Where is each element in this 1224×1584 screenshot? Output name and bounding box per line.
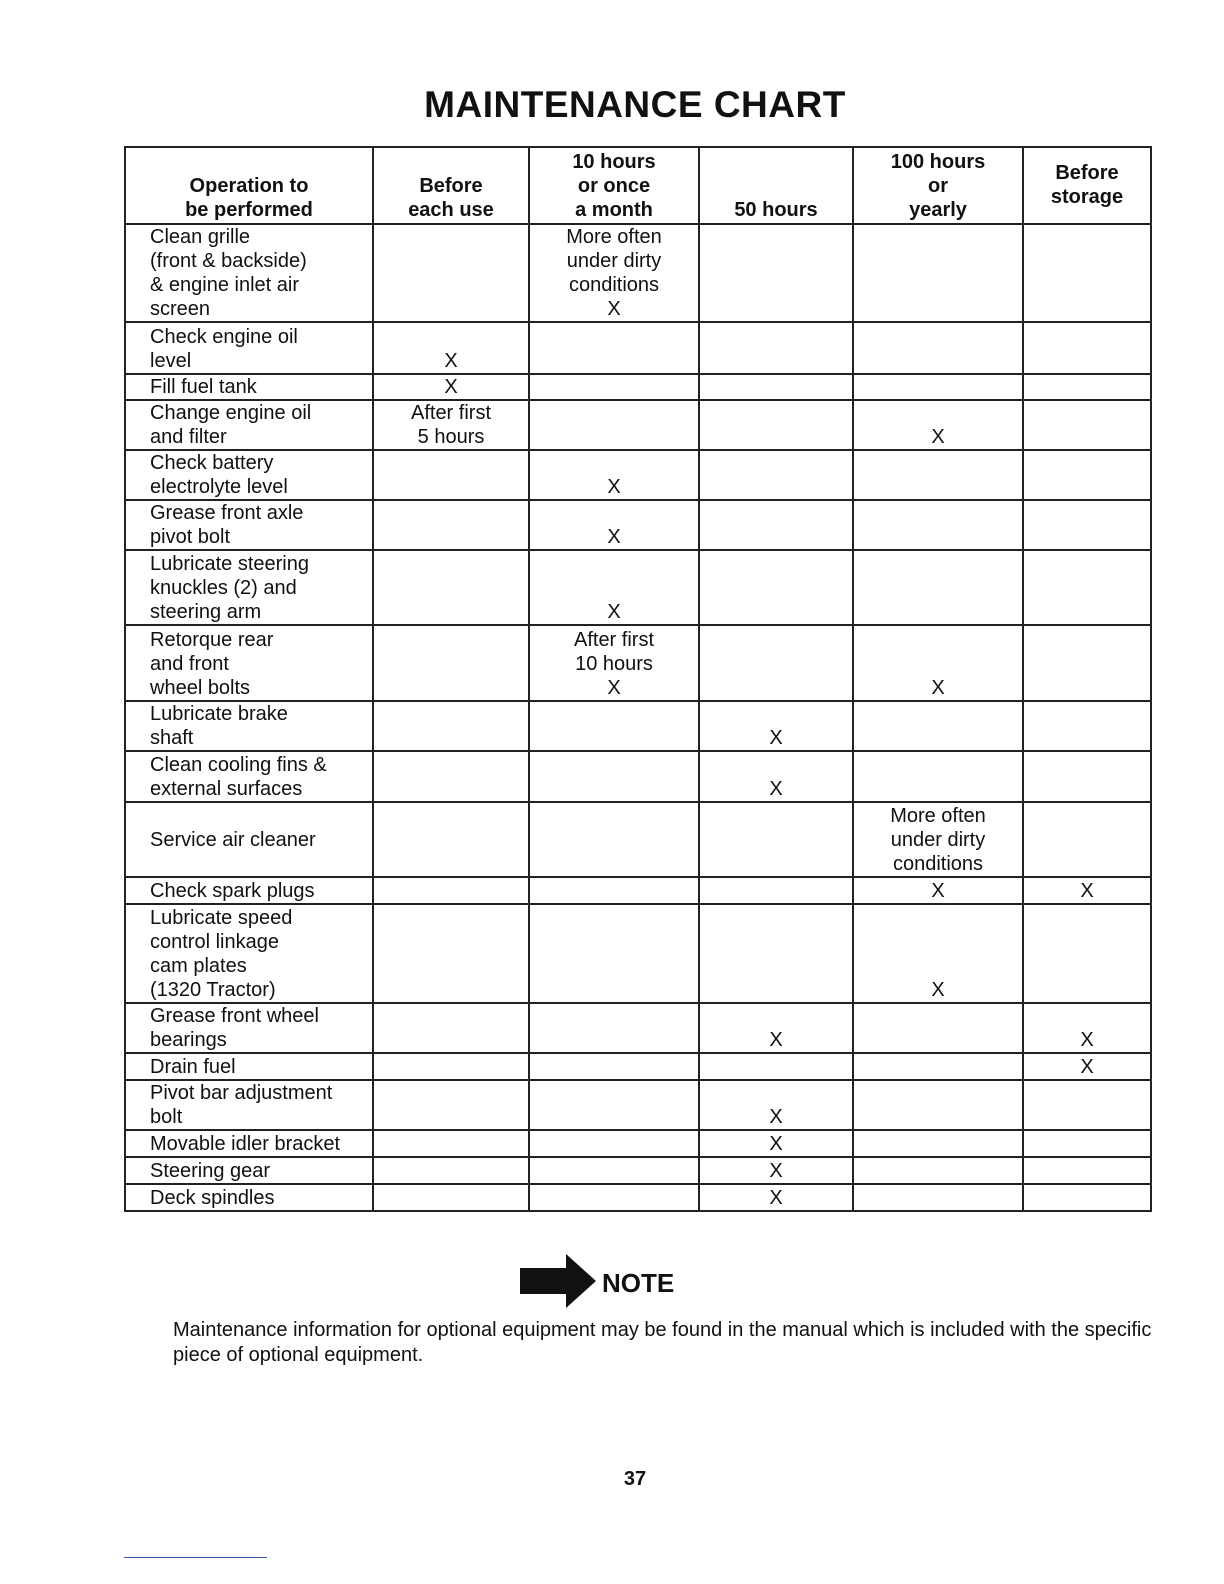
- table-row: [125, 701, 1151, 751]
- note-callout: [520, 1254, 674, 1313]
- header-100-hours: [853, 147, 1023, 224]
- interval-cell-c1: [373, 1053, 529, 1080]
- cell-line: Retorque rear: [150, 629, 274, 651]
- cell-line: Movable idler bracket: [150, 1133, 341, 1155]
- cell-line: X: [444, 376, 458, 398]
- interval-cell-c5: [1023, 1053, 1151, 1080]
- interval-cell-c1: [373, 1184, 529, 1211]
- table-row: [125, 322, 1151, 374]
- interval-cell-c4: [853, 1130, 1023, 1157]
- cell-line: X: [607, 526, 621, 548]
- interval-cell-c1: [373, 751, 529, 802]
- interval-cell-c2: [529, 1130, 699, 1157]
- cell-line: Check engine oil: [150, 326, 298, 348]
- cell-line: Lubricate steering: [150, 553, 309, 575]
- table-row: [125, 1184, 1151, 1211]
- cell-line: 10 hours: [575, 653, 653, 675]
- cell-line: X: [607, 476, 621, 498]
- table-row: [125, 1130, 1151, 1157]
- cell-line: control linkage: [150, 931, 279, 953]
- interval-cell-c3: [699, 1130, 853, 1157]
- interval-cell-c3: [699, 701, 853, 751]
- table-row: [125, 1053, 1151, 1080]
- cell-line: X: [607, 298, 621, 320]
- interval-cell-c3: [699, 625, 853, 701]
- interval-cell-c5: [1023, 374, 1151, 400]
- interval-cell-c2: [529, 701, 699, 751]
- cell-line: conditions: [568, 274, 660, 296]
- interval-cell-c4: [853, 550, 1023, 625]
- cell-line: X: [1080, 1056, 1094, 1078]
- operation-cell: [125, 701, 373, 751]
- interval-cell-c1: [373, 450, 529, 500]
- interval-cell-c2: [529, 1053, 699, 1080]
- interval-cell-c4: [853, 1053, 1023, 1080]
- table-row: [125, 374, 1151, 400]
- cell-line: X: [931, 979, 945, 1001]
- operation-cell: [125, 224, 373, 322]
- cell-line: Change engine oil: [150, 402, 312, 424]
- maintenance-table: [124, 146, 1152, 1212]
- interval-cell-c5: [1023, 1184, 1151, 1211]
- interval-cell-c5: [1023, 1130, 1151, 1157]
- interval-cell-c4: [853, 374, 1023, 400]
- cell-line: Clean grille: [150, 226, 251, 248]
- interval-cell-c4: [853, 751, 1023, 802]
- interval-cell-c4: [853, 450, 1023, 500]
- cell-line: Check spark plugs: [150, 880, 315, 902]
- table-row: [125, 877, 1151, 904]
- interval-cell-c5: [1023, 1080, 1151, 1130]
- interval-cell-c1: [373, 1080, 529, 1130]
- interval-cell-c1: [373, 1003, 529, 1053]
- operation-cell: [125, 1184, 373, 1211]
- cell-line: Steering gear: [150, 1160, 271, 1182]
- cell-line: and front: [150, 653, 229, 675]
- interval-cell-c4: [853, 1003, 1023, 1053]
- cell-line: (1320 Tractor): [150, 979, 276, 1001]
- cell-line: X: [769, 727, 783, 749]
- cell-line: Pivot bar adjustment: [150, 1082, 333, 1104]
- interval-cell-c3: [699, 1053, 853, 1080]
- interval-cell-c2: [529, 322, 699, 374]
- cell-line: X: [931, 677, 945, 699]
- interval-cell-c3: [699, 1184, 853, 1211]
- interval-cell-c5: [1023, 701, 1151, 751]
- cell-line: bolt: [150, 1106, 183, 1128]
- operation-cell: [125, 877, 373, 904]
- note-text: Maintenance information for optional equipment may be found in the manual which is included with the specific piece of optional equipment.: [173, 1319, 1152, 1366]
- operation-cell: [125, 550, 373, 625]
- operation-cell: [125, 802, 373, 877]
- interval-cell-c4: [853, 500, 1023, 550]
- cell-line: After first: [573, 629, 654, 651]
- cell-line: level: [150, 350, 192, 372]
- operation-cell: [125, 1003, 373, 1053]
- cell-line: X: [769, 1133, 783, 1155]
- cell-line: external surfaces: [150, 778, 303, 800]
- operation-cell: [125, 374, 373, 400]
- cell-line: Lubricate brake: [150, 703, 288, 725]
- interval-cell-c1: [373, 802, 529, 877]
- operation-cell: [125, 400, 373, 450]
- cell-line: Before: [419, 175, 483, 197]
- operation-cell: [125, 1157, 373, 1184]
- header-operation: [125, 147, 373, 224]
- cell-line: a month: [575, 199, 653, 221]
- interval-cell-c2: [529, 802, 699, 877]
- cell-line: X: [769, 1106, 783, 1128]
- interval-cell-c2: [529, 1184, 699, 1211]
- cell-line: cam plates: [150, 955, 247, 977]
- cell-line: More often: [890, 805, 986, 827]
- cell-line: shaft: [150, 727, 194, 749]
- interval-cell-c1: [373, 1157, 529, 1184]
- cell-line: under dirty: [890, 829, 986, 851]
- cell-line: Lubricate speed: [150, 907, 293, 929]
- cell-line: X: [769, 1160, 783, 1182]
- interval-cell-c2: [529, 500, 699, 550]
- cell-line: X: [1080, 1029, 1094, 1051]
- cell-line: under dirty: [566, 250, 662, 272]
- interval-cell-c4: [853, 904, 1023, 1003]
- interval-cell-c3: [699, 500, 853, 550]
- operation-cell: [125, 1053, 373, 1080]
- table-row: [125, 1003, 1151, 1053]
- interval-cell-c1: [373, 374, 529, 400]
- interval-cell-c1: [373, 224, 529, 322]
- cell-line: Operation to: [189, 175, 309, 197]
- operation-cell: [125, 904, 373, 1003]
- cell-line: steering arm: [150, 601, 262, 623]
- interval-cell-c3: [699, 751, 853, 802]
- table-row: [125, 400, 1151, 450]
- header-50-hours: [699, 147, 853, 224]
- table-row: [125, 450, 1151, 500]
- cell-line: After first: [410, 402, 491, 424]
- cell-line: storage: [1050, 186, 1124, 208]
- table-row: [125, 1157, 1151, 1184]
- interval-cell-c3: [699, 877, 853, 904]
- interval-cell-c5: [1023, 500, 1151, 550]
- interval-cell-c2: [529, 400, 699, 450]
- interval-cell-c1: [373, 701, 529, 751]
- cell-line: bearings: [150, 1029, 227, 1051]
- interval-cell-c3: [699, 904, 853, 1003]
- interval-cell-c2: [529, 374, 699, 400]
- cell-line: Clean cooling fins &: [150, 754, 327, 776]
- table-header-row: [125, 147, 1151, 224]
- interval-cell-c2: [529, 224, 699, 322]
- cell-line: X: [769, 778, 783, 800]
- cell-line: Grease front axle: [150, 502, 304, 524]
- cell-line: electrolyte level: [150, 476, 288, 498]
- interval-cell-c3: [699, 450, 853, 500]
- interval-cell-c1: [373, 500, 529, 550]
- table-row: [125, 1080, 1151, 1130]
- interval-cell-c5: [1023, 904, 1151, 1003]
- interval-cell-c5: [1023, 400, 1151, 450]
- table-row: [125, 904, 1151, 1003]
- cell-line: screen: [150, 298, 211, 320]
- interval-cell-c2: [529, 550, 699, 625]
- header-10-hours: [529, 147, 699, 224]
- cell-line: & engine inlet air: [150, 274, 299, 296]
- page-title: MAINTENANCE CHART: [424, 84, 846, 125]
- interval-cell-c1: [373, 322, 529, 374]
- table-row: [125, 224, 1151, 322]
- cell-line: Service air cleaner: [150, 828, 316, 851]
- cell-line: X: [607, 601, 621, 623]
- interval-cell-c4: [853, 701, 1023, 751]
- cell-line: or: [928, 175, 948, 197]
- interval-cell-c3: [699, 224, 853, 322]
- cell-line: yearly: [909, 199, 967, 221]
- interval-cell-c1: [373, 1130, 529, 1157]
- cell-line: Drain fuel: [150, 1056, 236, 1078]
- interval-cell-c2: [529, 625, 699, 701]
- interval-cell-c1: [373, 904, 529, 1003]
- interval-cell-c5: [1023, 322, 1151, 374]
- cell-line: X: [1080, 880, 1094, 902]
- interval-cell-c1: [373, 550, 529, 625]
- cell-line: X: [769, 1029, 783, 1051]
- interval-cell-c2: [529, 751, 699, 802]
- cell-line: More often: [566, 226, 662, 248]
- interval-cell-c4: [853, 322, 1023, 374]
- cell-line: or once: [577, 175, 651, 197]
- interval-cell-c5: [1023, 450, 1151, 500]
- cell-line: X: [931, 880, 945, 902]
- interval-cell-c4: [853, 802, 1023, 877]
- table-row: [125, 751, 1151, 802]
- cell-line: 50 hours: [734, 199, 818, 221]
- interval-cell-c3: [699, 1003, 853, 1053]
- table-row: [125, 500, 1151, 550]
- operation-cell: [125, 450, 373, 500]
- interval-cell-c3: [699, 550, 853, 625]
- cell-line: Deck spindles: [150, 1187, 275, 1209]
- operation-cell: [125, 1130, 373, 1157]
- interval-cell-c3: [699, 1080, 853, 1130]
- cell-line: each use: [408, 199, 494, 221]
- operation-cell: [125, 500, 373, 550]
- interval-cell-c4: [853, 1184, 1023, 1211]
- interval-cell-c5: [1023, 1157, 1151, 1184]
- cell-line: 100 hours: [890, 151, 986, 173]
- note-label: NOTE: [602, 1268, 675, 1298]
- cell-line: X: [931, 426, 945, 448]
- table-row: [125, 802, 1151, 877]
- header-before-storage: [1023, 147, 1151, 224]
- operation-cell: [125, 625, 373, 701]
- cell-line: wheel bolts: [150, 677, 251, 699]
- header-before-each-use: [373, 147, 529, 224]
- page-number: 37: [623, 1468, 647, 1490]
- interval-cell-c2: [529, 1157, 699, 1184]
- cell-line: X: [444, 350, 458, 372]
- operation-cell: [125, 322, 373, 374]
- cell-line: Fill fuel tank: [150, 376, 257, 398]
- interval-cell-c4: [853, 224, 1023, 322]
- interval-cell-c5: [1023, 224, 1151, 322]
- interval-cell-c5: [1023, 751, 1151, 802]
- interval-cell-c4: [853, 1157, 1023, 1184]
- cell-line: be performed: [185, 199, 313, 221]
- interval-cell-c1: [373, 400, 529, 450]
- cell-line: X: [607, 677, 621, 699]
- footer-rule: [124, 1557, 267, 1558]
- table-row: [125, 550, 1151, 625]
- interval-cell-c3: [699, 322, 853, 374]
- cell-line: Grease front wheel: [150, 1005, 319, 1027]
- interval-cell-c3: [699, 400, 853, 450]
- cell-line: pivot bolt: [150, 526, 231, 548]
- interval-cell-c5: [1023, 802, 1151, 877]
- interval-cell-c2: [529, 877, 699, 904]
- cell-line: and filter: [150, 426, 227, 448]
- interval-cell-c5: [1023, 877, 1151, 904]
- cell-line: Check battery: [150, 452, 274, 474]
- interval-cell-c4: [853, 1080, 1023, 1130]
- cell-line: Before: [1055, 162, 1119, 184]
- interval-cell-c4: [853, 877, 1023, 904]
- cell-line: knuckles (2) and: [150, 577, 297, 599]
- cell-line: conditions: [892, 853, 984, 875]
- interval-cell-c2: [529, 450, 699, 500]
- cell-line: (front & backside): [150, 250, 307, 272]
- interval-cell-c1: [373, 877, 529, 904]
- interval-cell-c3: [699, 1157, 853, 1184]
- operation-cell: [125, 751, 373, 802]
- interval-cell-c3: [699, 802, 853, 877]
- table-row: [125, 625, 1151, 701]
- cell-line: 10 hours: [572, 151, 656, 173]
- interval-cell-c4: [853, 400, 1023, 450]
- interval-cell-c2: [529, 904, 699, 1003]
- interval-cell-c2: [529, 1080, 699, 1130]
- interval-cell-c5: [1023, 1003, 1151, 1053]
- interval-cell-c5: [1023, 550, 1151, 625]
- interval-cell-c3: [699, 374, 853, 400]
- interval-cell-c1: [373, 625, 529, 701]
- cell-line: X: [769, 1187, 783, 1209]
- interval-cell-c4: [853, 625, 1023, 701]
- arrow-right-icon: [520, 1254, 596, 1313]
- cell-line: 5 hours: [417, 426, 485, 448]
- interval-cell-c2: [529, 1003, 699, 1053]
- operation-cell: [125, 1080, 373, 1130]
- interval-cell-c5: [1023, 625, 1151, 701]
